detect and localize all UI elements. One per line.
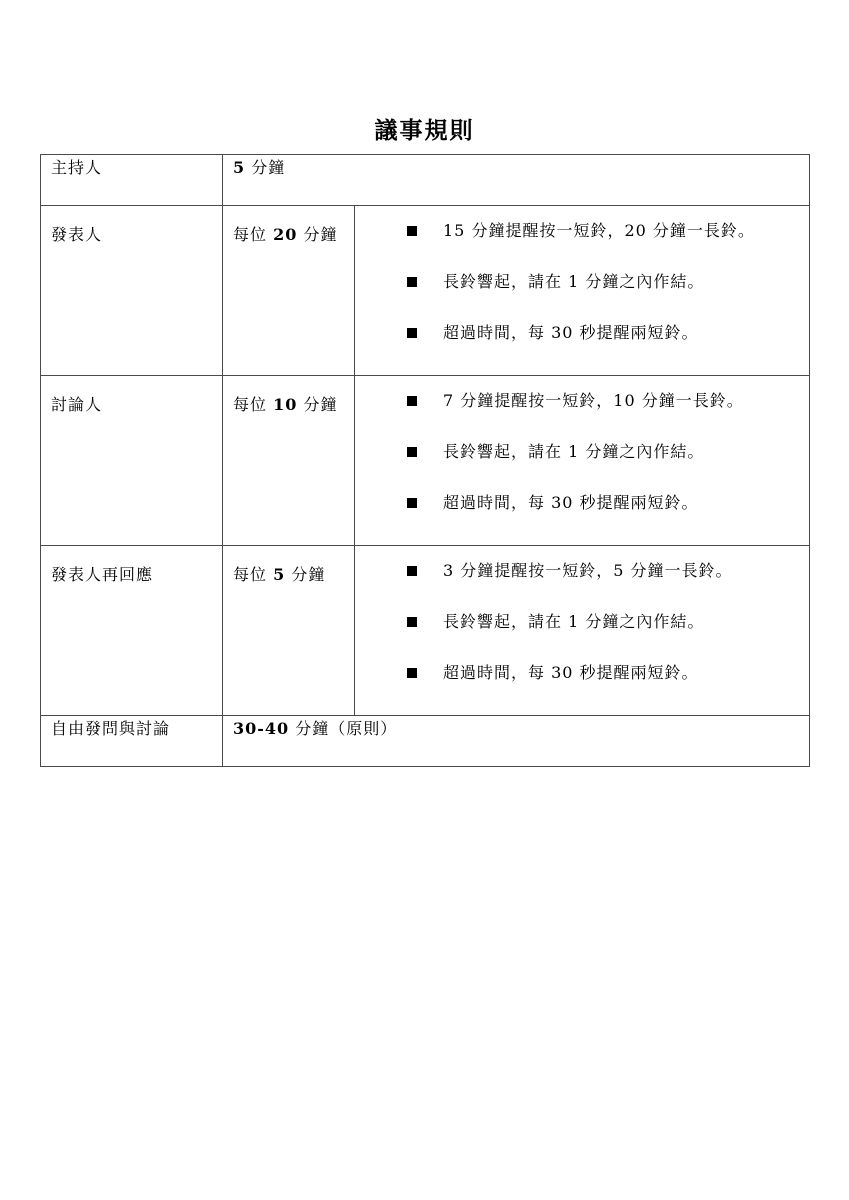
time-unit: 分鐘 — [297, 225, 338, 244]
table-row — [41, 206, 810, 376]
time-cell — [223, 546, 355, 716]
square-bullet-icon — [407, 328, 417, 338]
notes-list — [365, 546, 799, 711]
time-number: 5 — [233, 158, 246, 177]
rules-table — [40, 154, 810, 767]
notes-cell — [355, 546, 810, 716]
table-row — [41, 546, 810, 716]
square-bullet-icon — [407, 277, 417, 287]
role-cell — [41, 206, 223, 376]
time-number: 5 — [273, 565, 286, 584]
time-cell — [223, 716, 810, 767]
page-title: 議事規則 — [374, 117, 475, 144]
square-bullet-icon — [407, 447, 417, 457]
table-row — [41, 716, 810, 767]
time-unit: 分鐘 — [297, 395, 338, 414]
time-prefix: 每位 — [233, 565, 274, 584]
table-row — [41, 155, 810, 206]
square-bullet-icon — [407, 617, 417, 627]
notes-cell — [355, 376, 810, 546]
list-item: 超過時間，每 30 秒提醒兩短鈴。 — [397, 320, 799, 371]
time-number: 20 — [273, 225, 298, 244]
time-number: 30-40 — [233, 719, 290, 738]
table-row — [41, 376, 810, 546]
notes-list — [365, 206, 799, 371]
role-label: 主持人 — [51, 158, 103, 177]
role-label: 自由發問與討論 — [51, 719, 171, 738]
time-unit: 分鐘 — [285, 565, 326, 584]
list-item: 15 分鐘提醒按一短鈴，20 分鐘一長鈴。 — [397, 218, 799, 269]
list-item: 長鈴響起，請在 1 分鐘之內作結。 — [397, 609, 799, 660]
time-unit: 分鐘（原則） — [289, 719, 398, 738]
time-prefix: 每位 — [233, 395, 274, 414]
square-bullet-icon — [407, 668, 417, 678]
role-cell — [41, 155, 223, 206]
list-item: 7 分鐘提醒按一短鈴，10 分鐘一長鈴。 — [397, 388, 799, 439]
time-cell — [223, 155, 810, 206]
square-bullet-icon — [407, 396, 417, 406]
role-label: 發表人 — [51, 225, 103, 244]
list-item: 長鈴響起，請在 1 分鐘之內作結。 — [397, 269, 799, 320]
role-cell — [41, 546, 223, 716]
notes-cell — [355, 206, 810, 376]
role-label: 發表人再回應 — [51, 565, 154, 584]
list-item: 3 分鐘提醒按一短鈴，5 分鐘一長鈴。 — [397, 558, 799, 609]
list-item: 超過時間，每 30 秒提醒兩短鈴。 — [397, 490, 799, 541]
role-cell — [41, 376, 223, 546]
time-number: 10 — [273, 395, 298, 414]
list-item: 超過時間，每 30 秒提醒兩短鈴。 — [397, 660, 799, 711]
square-bullet-icon — [407, 226, 417, 236]
role-label: 討論人 — [51, 395, 103, 414]
time-cell — [223, 376, 355, 546]
notes-list — [365, 376, 799, 541]
time-unit: 分鐘 — [245, 158, 286, 177]
square-bullet-icon — [407, 566, 417, 576]
time-prefix: 每位 — [233, 225, 274, 244]
square-bullet-icon — [407, 498, 417, 508]
list-item: 長鈴響起，請在 1 分鐘之內作結。 — [397, 439, 799, 490]
role-cell — [41, 716, 223, 767]
time-cell — [223, 206, 355, 376]
